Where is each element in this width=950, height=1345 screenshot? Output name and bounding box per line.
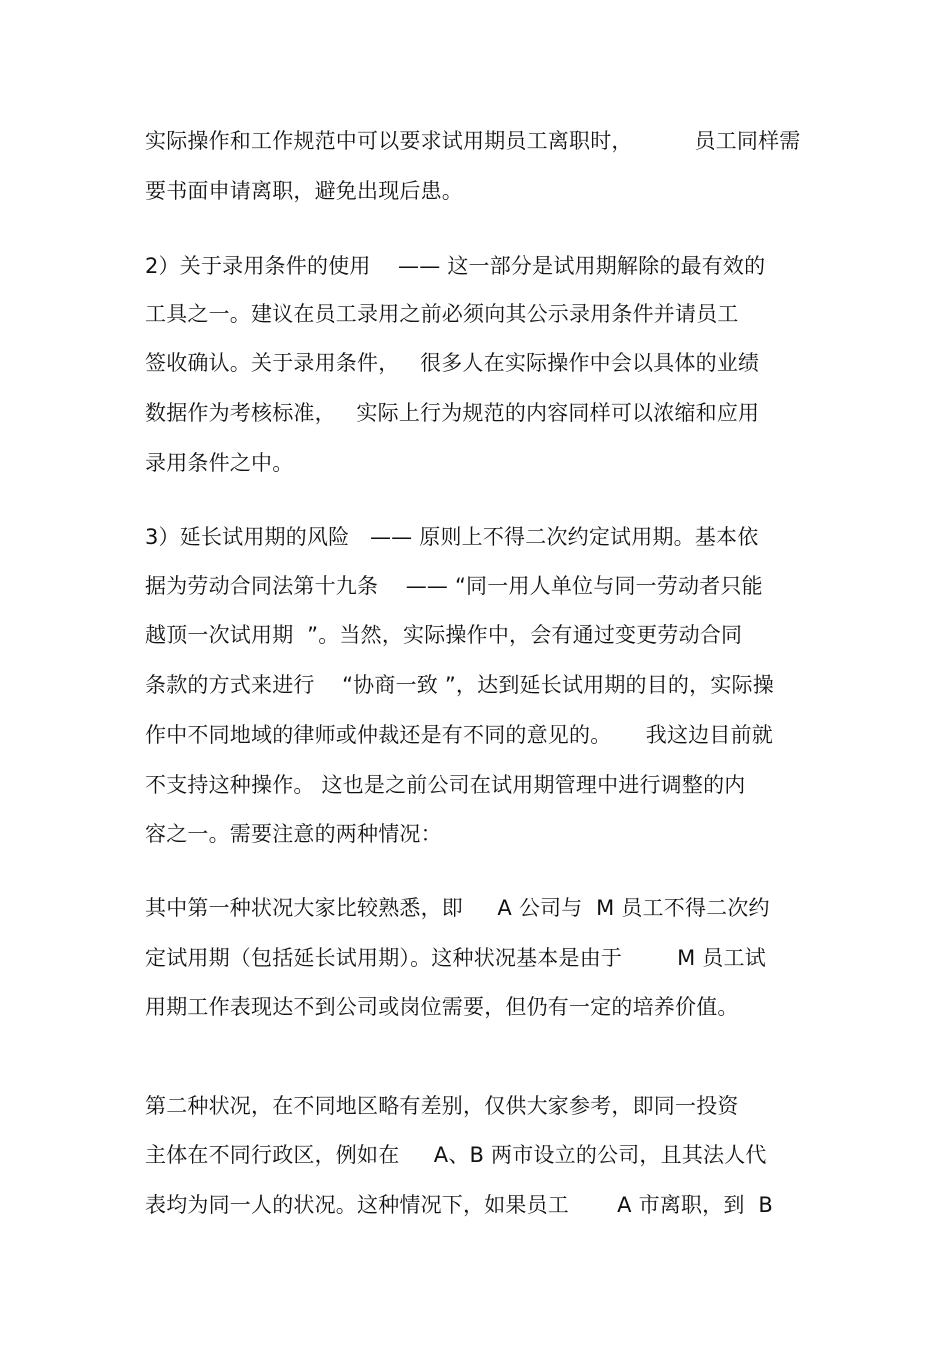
paragraph-3-line-6: 不支持这种操作。 这也是之前公司在试用期管理中进行调整的内	[145, 773, 746, 797]
paragraph-3-line-7: 容之一。需要注意的两种情况：	[145, 822, 442, 846]
paragraph-3-line-2: 据为劳动合同法第十九条 —— “同一用人单位与同一劳动者只能	[145, 574, 763, 598]
paragraph-5-line-2: 主体在不同行政区，例如在 A、B 两市设立的公司，且其法人代	[145, 1143, 767, 1167]
paragraph-1-line-2: 要书面申请离职，避免出现后患。	[145, 179, 463, 203]
paragraph-4-line-2: 定试用期（包括延长试用期）。这种状况基本是由于 M 员工试	[145, 946, 766, 970]
paragraph-5-line-1: 第二种状况，在不同地区略有差别，仅供大家参考，即同一投资	[145, 1094, 739, 1118]
paragraph-1-line-1: 实际操作和工作规范中可以要求试用期员工离职时， 员工同样需	[145, 129, 801, 153]
paragraph-4-line-3: 用期工作表现达不到公司或岗位需要，但仍有一定的培养价值。	[145, 995, 739, 1019]
paragraph-2-line-3: 签收确认。关于录用条件， 很多人在实际操作中会以具体的业绩	[145, 351, 760, 375]
paragraph-2-line-5: 录用条件之中。	[145, 451, 294, 475]
paragraph-3-line-3: 越顶一次试用期 ”。当然，实际操作中，会有通过变更劳动合同	[145, 623, 743, 647]
paragraph-2-line-4: 数据作为考核标准， 实际上行为规范的内容同样可以浓缩和应用	[145, 401, 760, 425]
paragraph-4-line-1: 其中第一种状况大家比较熟悉，即 A 公司与 M 员工不得二次约	[145, 896, 770, 920]
paragraph-3-line-4: 条款的方式来进行 “协商一致 ”，达到延长试用期的目的，实际操	[145, 673, 774, 697]
paragraph-2-line-2: 工具之一。建议在员工录用之前必须向其公示录用条件并请员工	[145, 302, 739, 326]
paragraph-3-line-1: 3）延长试用期的风险 —— 原则上不得二次约定试用期。基本依	[145, 525, 759, 549]
paragraph-5-line-3: 表均为同一人的状况。这种情况下，如果员工 A 市离职，到 B	[145, 1193, 773, 1217]
paragraph-3-line-5: 作中不同地域的律师或仲裁还是有不同的意见的。 我这边目前就	[145, 723, 773, 747]
paragraph-2-line-1: 2）关于录用条件的使用 —— 这一部分是试用期解除的最有效的	[145, 254, 766, 278]
